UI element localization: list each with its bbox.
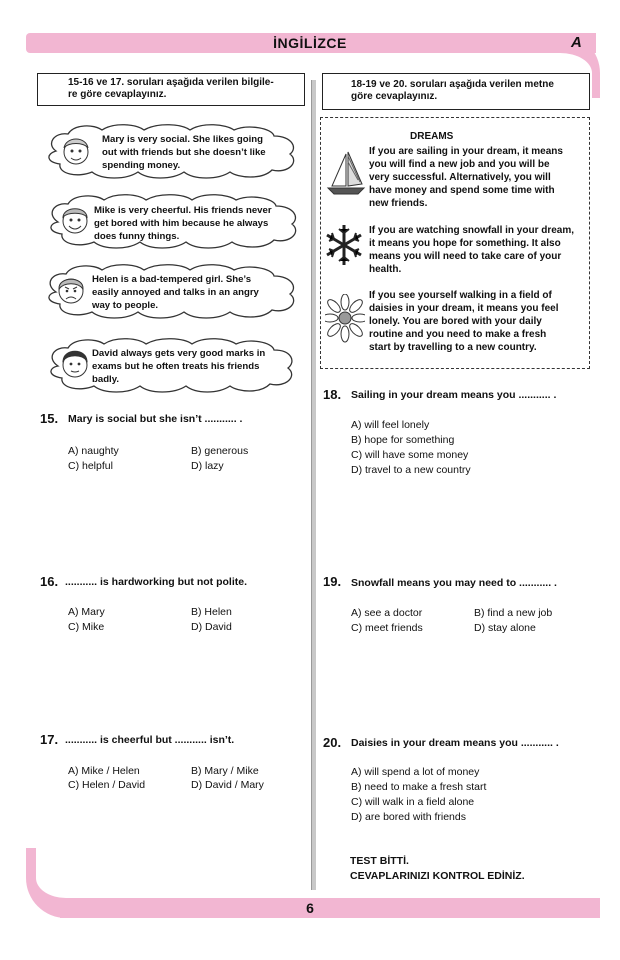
paragraph-line: If you are sailing in your dream, it means xyxy=(369,146,563,157)
answer-option[interactable]: A) will feel lonely xyxy=(351,419,430,431)
reading-title: DREAMS xyxy=(410,131,454,142)
snowflake-icon xyxy=(324,223,364,267)
bubble-line: Mary is very social. She likes going xyxy=(102,134,264,145)
paragraph-line: you will find a new job and you will be xyxy=(369,159,550,170)
answer-option[interactable]: C) will walk in a field alone xyxy=(351,796,475,808)
character-bubble-david xyxy=(44,338,298,394)
paragraph-line: health. xyxy=(369,264,402,275)
question-number: 15. xyxy=(40,411,59,426)
bubble-line: out with friends but she doesn’t like xyxy=(102,147,266,158)
answer-option[interactable]: B) Helen xyxy=(191,606,232,618)
paragraph-line: lonely. You are bored with your daily xyxy=(369,316,542,327)
instruction-line: re göre cevaplayınız. xyxy=(68,89,167,100)
answer-option[interactable]: A) Mike / Helen xyxy=(68,765,140,777)
answer-option[interactable]: C) Helen / David xyxy=(68,779,146,791)
bubble-line: easily annoyed and talks in an angry xyxy=(92,287,259,298)
left-instruction-box xyxy=(37,73,305,106)
paragraph-line: daisies in your dream, it means you feel xyxy=(369,303,559,314)
character-bubble-helen xyxy=(42,264,300,320)
bubble-line: Helen is a bad-tempered girl. She’s xyxy=(92,274,252,285)
paragraph-line: start by travelling to a new country. xyxy=(369,342,537,353)
reading-paragraph-sailing xyxy=(369,145,593,210)
answer-option[interactable]: D) stay alone xyxy=(474,622,536,634)
answer-option[interactable]: D) David / Mary xyxy=(191,779,264,791)
bubble-line: way to people. xyxy=(92,300,159,311)
answer-option[interactable]: C) helpful xyxy=(68,460,113,472)
bubble-line: badly. xyxy=(92,374,120,385)
booklet-letter: A xyxy=(571,34,582,51)
answer-option[interactable]: D) lazy xyxy=(191,460,224,472)
answer-option[interactable]: A) see a doctor xyxy=(351,607,423,619)
column-divider xyxy=(311,80,316,890)
paragraph-line: it means you hope for something. It also xyxy=(369,238,561,249)
bubble-line: does funny things. xyxy=(94,231,180,242)
sailboat-icon xyxy=(326,150,366,196)
question-number: 19. xyxy=(323,574,342,589)
question-number: 18. xyxy=(323,387,342,402)
boy-face-icon xyxy=(60,346,90,382)
question-text: ........... is cheerful but ........... isn’t. xyxy=(65,734,235,746)
answer-option[interactable]: A) Mary xyxy=(68,606,105,618)
check-answers-label: CEVAPLARINIZI KONTROL EDİNİZ. xyxy=(350,870,525,882)
character-bubble-mary xyxy=(42,122,302,180)
answer-option[interactable]: A) will spend a lot of money xyxy=(351,766,480,778)
answer-option[interactable]: B) need to make a fresh start xyxy=(351,781,487,793)
answer-option[interactable]: C) meet friends xyxy=(351,622,423,634)
paragraph-line: If you are watching snowfall in your dream, xyxy=(369,225,575,236)
reading-paragraph-snowfall xyxy=(369,224,593,276)
answer-option[interactable]: D) David xyxy=(191,621,232,633)
boy-face-icon xyxy=(60,202,90,238)
character-bubble-mike xyxy=(44,194,302,250)
instruction-line: göre cevaplayınız. xyxy=(351,91,438,102)
answer-option[interactable]: D) travel to a new country xyxy=(351,464,471,476)
instruction-line: 18-19 ve 20. soruları aşağıda verilen metne xyxy=(351,79,554,90)
instruction-line: 15-16 ve 17. soruları aşağıda verilen bilgile- xyxy=(68,77,274,88)
bubble-line: get bored with him because he always xyxy=(94,218,269,229)
answer-option[interactable]: B) find a new job xyxy=(474,607,553,619)
test-end-label: TEST BİTTİ. xyxy=(350,855,409,867)
answer-option[interactable]: D) are bored with friends xyxy=(351,811,466,823)
bubble-line: David always gets very good marks in xyxy=(92,348,266,359)
question-text: Snowfall means you may need to ........... . xyxy=(351,577,557,589)
answer-option[interactable]: B) hope for something xyxy=(351,434,455,446)
question-text: ........... is hardworking but not polite. xyxy=(65,576,248,588)
bubble-line: exams but he often treats his friends xyxy=(92,361,260,372)
paragraph-line: have money and spend some time with xyxy=(369,185,555,196)
question-number: 17. xyxy=(40,732,59,747)
page-number: 6 xyxy=(306,900,314,916)
answer-option[interactable]: A) naughty xyxy=(68,445,119,457)
question-number: 20. xyxy=(323,735,342,750)
paragraph-line: means you will need to take care of your xyxy=(369,251,562,262)
paragraph-line: new friends. xyxy=(369,198,428,209)
question-text: Daisies in your dream means you ........... . xyxy=(351,737,559,749)
right-instruction-box xyxy=(322,73,590,110)
bubble-line: Mike is very cheerful. His friends never xyxy=(94,205,272,216)
angry-girl-face-icon xyxy=(56,272,86,308)
paragraph-line: very successful. Alternatively, you will xyxy=(369,172,551,183)
question-text: Mary is social but she isn’t ........... . xyxy=(68,413,243,425)
paragraph-line: routine and you need to make a fresh xyxy=(369,329,547,340)
girl-face-icon xyxy=(60,134,92,168)
question-number: 16. xyxy=(40,574,59,589)
answer-option[interactable]: B) Mary / Mike xyxy=(191,765,259,777)
daisy-icon xyxy=(325,294,365,344)
answer-option[interactable]: B) generous xyxy=(191,445,249,457)
question-text: Sailing in your dream means you ........... . xyxy=(351,389,557,401)
bubble-line: spending money. xyxy=(102,160,181,171)
answer-option[interactable]: C) Mike xyxy=(68,621,105,633)
page-title: İNGİLİZCE xyxy=(273,35,347,51)
reading-paragraph-daisies xyxy=(369,289,593,354)
paragraph-line: If you see yourself walking in a field of xyxy=(369,290,552,301)
answer-option[interactable]: C) will have some money xyxy=(351,449,469,461)
